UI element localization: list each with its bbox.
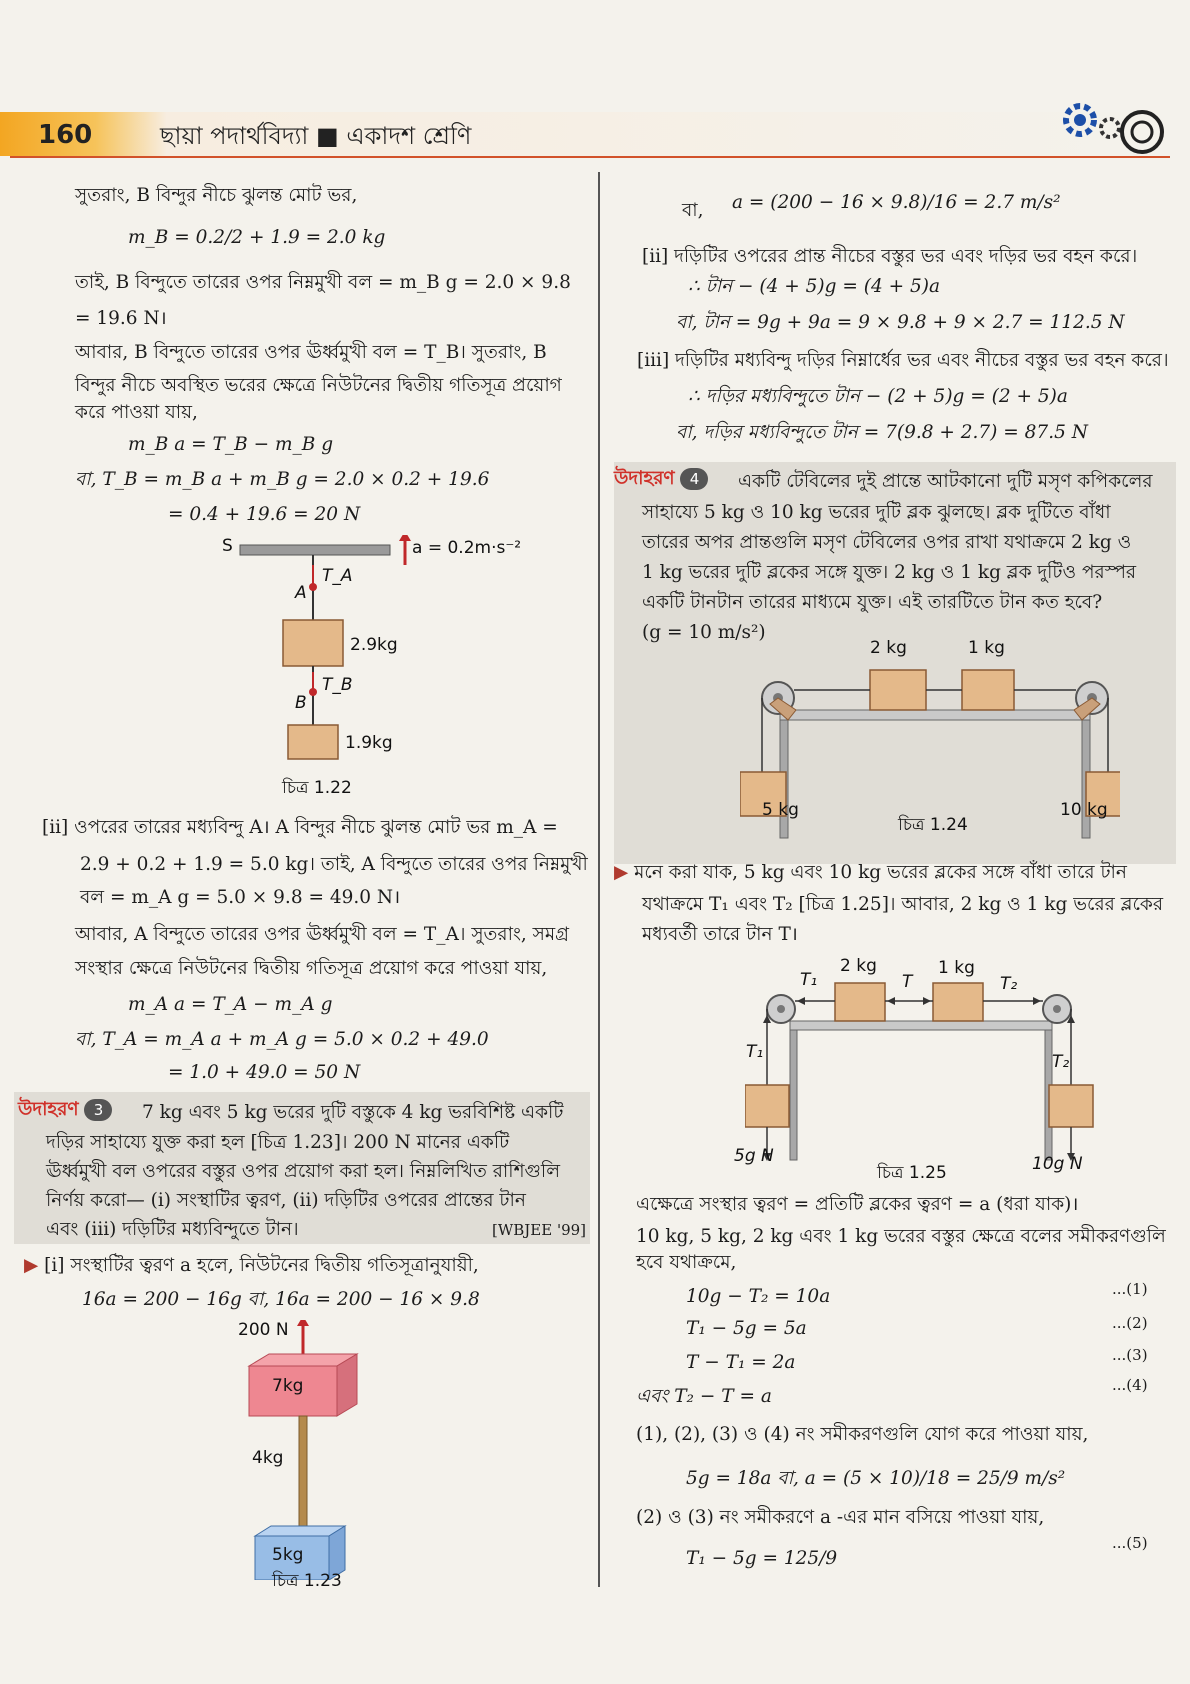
text-line: হবে যথাক্রমে, [636,1252,737,1273]
equation-number: ...(2) [1112,1314,1148,1332]
book-title: ছায়া পদার্থবিদ্যা ■ একাদশ শ্রেণি [160,122,472,150]
example-4-text: (g = 10 m/s²) [642,622,766,643]
column-divider [598,172,600,1587]
text-line: = 19.6 N। [75,308,167,329]
equation: m_B a = T_B − m_B g [128,434,334,455]
label-T1: T₁ [800,970,818,990]
equation-2: T₁ − 5g = 5a [686,1318,807,1339]
label-T: T [902,972,913,992]
text-line: ▶ মনে করা যাক, 5 kg এবং 10 kg ভরের ব্লকের সঙ্গে বাঁধা তারে টান [614,862,1127,883]
label-T2-vertical: T₂ [1052,1052,1070,1072]
label-A: A [295,583,307,603]
label-block-2kg: 2 kg [870,638,907,658]
example-3-text: নির্ণয় করো— (i) সংস্থাটির ত্বরণ, (ii) দড়িটির ওপরের প্রান্তের টান [46,1190,526,1211]
label-mass-5: 5kg [272,1545,304,1565]
source-tag: [WBJEE '99] [492,1221,587,1239]
label-mass-7: 7kg [272,1376,304,1396]
example-4-text: 1 kg ভরের দুটি ব্লকের সঙ্গে যুক্ত। 2 kg ও 1 kg ব্লক দুটিও পরস্পর [642,562,1137,583]
gear-logo-icon [1058,92,1168,162]
label-S: S [222,536,233,556]
equation-number: ...(1) [1112,1280,1148,1298]
label-T1-vertical: T₁ [746,1042,764,1062]
label-block-10kg: 10 kg [1060,800,1108,820]
label-mass-2-9: 2.9kg [350,635,398,655]
label-acceleration: a = 0.2m·s⁻² [412,538,522,558]
example-3-text: দড়ির সাহায্যে যুক্ত করা হল [চিত্র 1.23]। 200 N মানের একটি [46,1132,510,1153]
text-line: 2.9 + 0.2 + 1.9 = 5.0 kg। তাই, A বিন্দুতে তারের ওপর নিম্নমুখী [80,854,588,875]
text-line: সুতরাং, B বিন্দুর নীচে ঝুলন্ত মোট ভর, [75,185,358,206]
label-block-1kg: 1 kg [938,958,975,978]
example-3-text: এবং (iii) দড়িটির মধ্যবিন্দুতে টান। [46,1219,299,1240]
equation-3: T − T₁ = 2a [686,1352,796,1373]
text-line: বা, [682,200,704,221]
example-4-heading: উদাহরণ 4 [614,466,708,492]
equation: m_A a = T_A − m_A g [128,994,333,1015]
label-weight-10g: 10g N [1032,1154,1083,1174]
label-T2: T₂ [1000,974,1018,994]
figure-caption: চিত্র 1.25 [877,1163,947,1183]
text-line: বল = m_A g = 5.0 × 9.8 = 49.0 N। [80,887,401,908]
example-4-text: তারের অপর প্রান্তগুলি মসৃণ টেবিলের ওপর রাখা যথাক্রমে 2 kg ও [642,532,1132,553]
text-line: (2) ও (3) নং সমীকরণে a -এর মান বসিয়ে পাওয়া যায়, [636,1507,1045,1528]
equation-number: ...(3) [1112,1346,1148,1364]
text-line: মধ্যবর্তী তারে টান T। [642,924,798,945]
text-line: আবার, B বিন্দুতে তারের ওপর ঊর্ধ্বমুখী বল = T_B। সুতরাং, B [75,342,547,363]
label-weight-5g: 5g N [734,1146,774,1166]
text-line: [iii] দড়িটির মধ্যবিন্দু দড়ির নিম্নার্ধের ভর এবং নীচের বস্তুর ভর বহন করে। [637,350,1169,371]
equation: m_B = 0.2/2 + 1.9 = 2.0 kg [128,227,386,248]
equation-number: ...(4) [1112,1376,1148,1394]
example-4-text: একটি টানটান তারের মাধ্যমে যুক্ত। এই তারটিতে টান কত হবে? [642,592,1103,613]
equation-4: এবং T₂ − T = a [636,1386,772,1407]
equation: = 0.4 + 19.6 = 20 N [168,504,361,525]
equation: বা, T_A = m_A a + m_A g = 5.0 × 0.2 + 49.0 [75,1029,489,1050]
example-4-text: একটি টেবিলের দুই প্রান্তে আটকানো দুটি মসৃণ কপিকলের [738,471,1153,492]
text-line: করে পাওয়া যায়, [75,402,198,423]
text-line: বিন্দুর নীচে অবস্থিত ভরের ক্ষেত্রে নিউটনের দ্বিতীয় গতিসূত্র প্রয়োগ [75,375,562,396]
label-block-1kg: 1 kg [968,638,1005,658]
label-TB: T_B [322,675,353,695]
example-4-text: সাহায্যে 5 kg ও 10 kg ভরের দুটি ব্লক ঝুলছে। ব্লক দুটিতে বাঁধা [642,502,1111,523]
label-TA: T_A [322,566,353,586]
equation-1: 10g − T₂ = 10a [686,1286,831,1307]
example-3-text: ঊর্ধ্বমুখী বল ওপরের বস্তুর ওপর প্রয়োগ করা হল। নিম্নলিখিত রাশিগুলি [46,1161,561,1182]
label-force: 200 N [238,1320,289,1340]
equation: = 1.0 + 49.0 = 50 N [168,1062,361,1083]
equation: ∴ টান − (4 + 5)g = (4 + 5)a [688,276,941,297]
label-mass-1-9: 1.9kg [345,733,393,753]
equation-number: ...(5) [1112,1534,1148,1552]
text-line: [ii] দড়িটির ওপরের প্রান্ত নীচের বস্তুর ভর এবং দড়ির ভর বহন করে। [642,246,1138,267]
text-line: আবার, A বিন্দুতে তারের ওপর ঊর্ধ্বমুখী বল = T_A। সুতরাং, সমগ্র [75,924,570,945]
equation: ∴ দড়ির মধ্যবিন্দুতে টান − (2 + 5)g = (2 + 5)a [688,386,1068,407]
text-line: 10 kg, 5 kg, 2 kg এবং 1 kg ভরের বস্তুর ক্ষেত্রে বলের সমীকরণগুলি [636,1226,1166,1247]
solution-line: ▶ [i] সংস্থাটির ত্বরণ a হলে, নিউটনের দ্বিতীয় গতিসূত্রানুযায়ী, [24,1255,479,1276]
equation: বা, T_B = m_B a + m_B g = 2.0 × 0.2 + 19.6 [75,469,490,490]
example-3-text: 7 kg এবং 5 kg ভরের দুটি বস্তুকে 4 kg ভরবিশিষ্ট একটি [142,1102,564,1123]
figure-caption: চিত্র 1.22 [282,778,352,798]
text-line: সংস্থার ক্ষেত্রে নিউটনের দ্বিতীয় গতিসূত্র প্রয়োগ করে পাওয়া যায়, [75,958,548,979]
text-line: [ii] ওপরের তারের মধ্যবিন্দু A। A বিন্দুর নীচে ঝুলন্ত মোট ভর m_A = [42,817,558,838]
equation: T₁ − 5g = 125/9 [686,1548,838,1569]
page-number: 160 [38,120,93,150]
text-line: এক্ষেত্রে সংস্থার ত্বরণ = প্রতিটি ব্লকের ত্বরণ = a (ধরা যাক)। [636,1194,1079,1215]
text-line: তাই, B বিন্দুতে তারের ওপর নিম্নমুখী বল = m_B g = 2.0 × 9.8 [75,272,571,293]
figure-caption: চিত্র 1.24 [898,815,968,835]
example-3-heading: উদাহরণ 3 [18,1097,112,1123]
equation: 16a = 200 − 16g বা, 16a = 200 − 16 × 9.8 [82,1289,480,1310]
text-line: যথাক্রমে T₁ এবং T₂ [চিত্র 1.25]। আবার, 2 kg ও 1 kg ভরের ব্লকের [642,894,1164,915]
text-line: (1), (2), (3) ও (4) নং সমীকরণগুলি যোগ করে পাওয়া যায়, [636,1424,1089,1445]
label-rope-mass: 4kg [252,1448,284,1468]
figure-caption: চিত্র 1.23 [272,1571,342,1591]
equation: a = (200 − 16 × 9.8)/16 = 2.7 m/s² [732,192,1061,213]
equation: বা, দড়ির মধ্যবিন্দুতে টান = 7(9.8 + 2.7) = 87.5 N [676,422,1088,443]
equation: বা, টান = 9g + 9a = 9 × 9.8 + 9 × 2.7 = 112.5 N [676,312,1125,333]
label-block-5kg: 5 kg [762,800,799,820]
label-block-2kg: 2 kg [840,956,877,976]
figure-1-25 [745,965,1095,1165]
label-B: B [295,693,307,713]
equation: 5g = 18a বা, a = (5 × 10)/18 = 25/9 m/s² [686,1468,1066,1489]
